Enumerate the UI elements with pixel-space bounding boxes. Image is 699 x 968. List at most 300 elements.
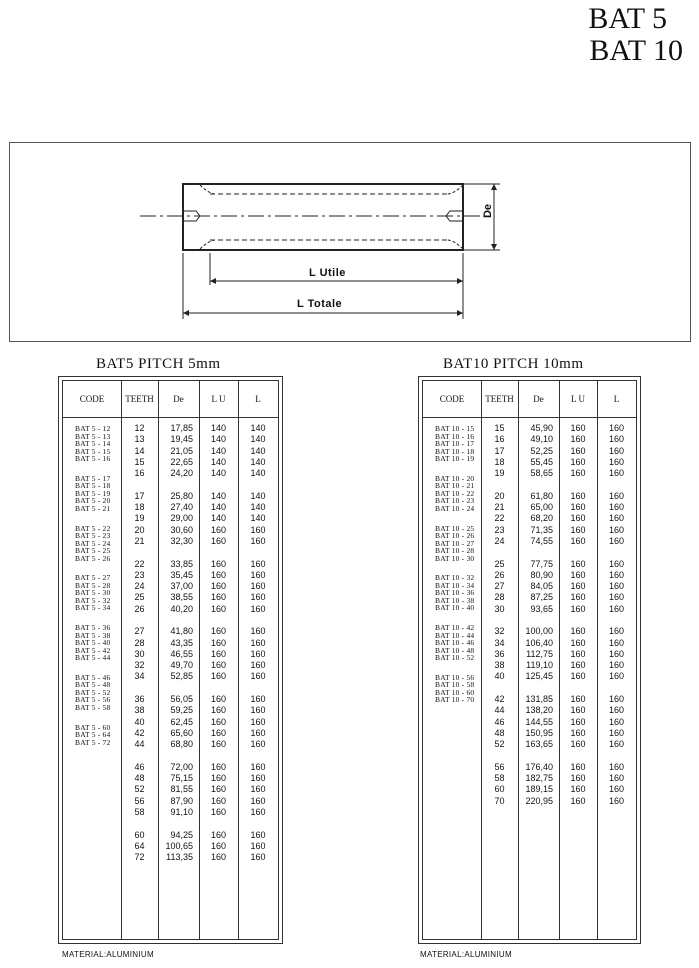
l-cell: 160 [608, 513, 625, 524]
table-bat5 [58, 376, 283, 944]
lu-cell: 160 [570, 694, 586, 704]
l-cell: 160 [608, 648, 625, 659]
code-cell: BAT 5 - 72 [75, 737, 111, 747]
de-cell: 91,10 [170, 806, 193, 817]
code-cell: BAT 10 - 56 [435, 672, 475, 682]
teeth-cell: 25 [134, 592, 145, 603]
column-header: L [613, 394, 620, 404]
de-cell: 27,40 [170, 502, 193, 512]
de-cell: 87,25 [530, 592, 553, 603]
l-cell: 160 [608, 468, 625, 478]
de-cell: 61,80 [530, 490, 553, 501]
column-header: De [533, 394, 544, 404]
column-header: CODE [79, 394, 105, 404]
de-cell: 163,65 [525, 739, 553, 749]
de-cell: 68,80 [170, 739, 193, 749]
l-cell: 160 [608, 705, 625, 716]
de-cell: 150,95 [525, 727, 553, 738]
code-cell: BAT 10 - 44 [435, 630, 475, 640]
lu-cell: 160 [210, 840, 227, 851]
code-cell: BAT 10 - 60 [435, 687, 475, 697]
l-cell: 160 [250, 535, 266, 546]
de-cell: 68,20 [530, 513, 553, 524]
teeth-cell: 28 [494, 592, 505, 603]
lu-cell: 140 [210, 490, 227, 501]
de-cell: 19,45 [170, 434, 193, 445]
code-cell: BAT 5 - 24 [75, 538, 111, 548]
l-cell: 140 [250, 445, 266, 456]
l-cell: 160 [250, 727, 266, 738]
teeth-cell: 44 [134, 739, 145, 749]
teeth-cell: 58 [134, 806, 145, 817]
lu-cell: 160 [210, 603, 227, 614]
code-cell: BAT 10 - 27 [435, 538, 475, 548]
lu-cell: 160 [210, 660, 227, 670]
code-cell: BAT 5 - 14 [75, 439, 111, 449]
label-de: De [482, 203, 495, 219]
l-cell: 160 [250, 705, 266, 716]
de-cell: 46,55 [170, 648, 193, 659]
teeth-cell: 13 [134, 434, 145, 445]
de-cell: 125,45 [525, 671, 553, 682]
teeth-cell: 38 [134, 705, 145, 716]
l-cell: 140 [250, 513, 266, 524]
l-cell: 160 [250, 852, 266, 862]
lu-cell: 160 [570, 784, 586, 795]
teeth-cell: 19 [134, 513, 145, 524]
l-cell: 160 [250, 660, 266, 670]
lu-cell: 160 [210, 739, 227, 749]
de-cell: 35,45 [170, 569, 193, 580]
teeth-cell: 34 [494, 637, 505, 648]
label-l-utile: L Utile [309, 267, 346, 279]
l-cell: 160 [608, 660, 625, 670]
code-cell: BAT 10 - 24 [435, 503, 475, 513]
de-cell: 77,75 [530, 558, 553, 569]
lu-cell: 160 [570, 773, 586, 783]
de-cell: 65,00 [530, 502, 553, 512]
l-cell: 160 [608, 739, 625, 749]
lu-cell: 160 [210, 795, 227, 806]
lu-cell: 160 [570, 490, 586, 501]
technical-drawing [9, 142, 691, 342]
de-cell: 58,65 [530, 468, 553, 478]
teeth-cell: 15 [494, 423, 505, 433]
l-cell: 160 [250, 829, 266, 840]
code-cell: BAT 5 - 34 [75, 603, 111, 613]
column-header: L [255, 394, 261, 404]
code-cell: BAT 10 - 23 [435, 496, 475, 506]
de-cell: 25,80 [170, 490, 193, 501]
lu-cell: 160 [210, 852, 227, 862]
code-cell: BAT 10 - 28 [435, 546, 475, 556]
code-cell: BAT 5 - 26 [75, 553, 111, 563]
lu-cell: 160 [570, 637, 586, 648]
de-cell: 113,35 [166, 852, 193, 862]
code-cell: BAT 10 - 22 [435, 488, 475, 498]
title-bat5: BAT 5 [588, 2, 667, 35]
l-cell: 160 [250, 648, 266, 659]
code-cell: BAT 5 - 36 [75, 623, 111, 632]
lu-cell: 160 [570, 761, 586, 772]
lu-cell: 160 [210, 524, 227, 535]
de-cell: 176,40 [525, 761, 553, 772]
code-cell: BAT 5 - 42 [75, 645, 111, 655]
column-header: De [173, 394, 184, 404]
l-cell: 140 [250, 502, 266, 512]
teeth-cell: 52 [494, 739, 505, 749]
l-cell: 160 [608, 434, 625, 445]
lu-cell: 160 [570, 569, 586, 580]
lu-cell: 160 [570, 535, 586, 546]
code-cell: BAT 10 - 48 [435, 645, 475, 655]
de-cell: 33,85 [170, 558, 193, 569]
l-cell: 140 [250, 423, 266, 433]
code-cell: BAT 10 - 34 [435, 580, 475, 590]
l-cell: 160 [608, 569, 625, 580]
lu-cell: 160 [570, 626, 586, 637]
code-cell: BAT 10 - 25 [435, 523, 475, 533]
code-cell: BAT 10 - 38 [435, 595, 475, 605]
code-cell: BAT 10 - 20 [435, 473, 475, 483]
lu-cell: 160 [210, 648, 227, 659]
lu-cell: 160 [570, 558, 586, 569]
code-cell: BAT 10 - 52 [435, 653, 475, 663]
l-cell: 140 [250, 490, 266, 501]
code-cell: BAT 5 - 20 [75, 496, 111, 506]
code-cell: BAT 5 - 28 [75, 580, 111, 590]
de-cell: 24,20 [170, 468, 193, 478]
de-cell: 84,05 [530, 581, 553, 591]
code-cell: BAT 5 - 46 [75, 672, 111, 682]
table-inner [422, 380, 637, 940]
teeth-cell: 32 [134, 660, 145, 670]
l-cell: 160 [608, 637, 625, 648]
lu-cell: 160 [210, 694, 227, 704]
code-cell: BAT 5 - 18 [75, 481, 111, 491]
lu-cell: 160 [570, 445, 586, 456]
teeth-cell: 14 [134, 445, 145, 456]
l-cell: 160 [250, 637, 266, 648]
title-bat10: BAT 10 [589, 34, 683, 67]
lu-cell: 160 [570, 603, 586, 614]
code-cell: BAT 5 - 27 [75, 573, 111, 583]
code-cell: BAT 5 - 22 [75, 523, 111, 533]
de-cell: 100,65 [165, 840, 193, 851]
l-cell: 160 [608, 445, 625, 456]
lu-cell: 160 [570, 648, 586, 659]
teeth-cell: 38 [494, 660, 505, 670]
column-header: CODE [439, 394, 465, 404]
de-cell: 30,60 [170, 524, 193, 535]
lu-cell: 160 [570, 716, 586, 727]
column-header: L U [571, 394, 585, 404]
lu-cell: 140 [210, 456, 227, 467]
lu-cell: 160 [210, 637, 227, 648]
teeth-cell: 17 [494, 445, 505, 456]
de-cell: 17,85 [170, 423, 193, 433]
teeth-cell: 17 [134, 490, 145, 501]
l-cell: 160 [250, 739, 266, 749]
teeth-cell: 42 [134, 727, 145, 738]
l-cell: 160 [250, 716, 266, 727]
l-cell: 160 [608, 773, 625, 783]
lu-cell: 160 [570, 513, 586, 524]
de-cell: 43,35 [170, 637, 193, 648]
lu-cell: 140 [210, 423, 227, 433]
l-cell: 160 [250, 784, 266, 795]
code-cell: BAT 5 - 16 [75, 454, 111, 464]
lu-cell: 160 [210, 806, 227, 817]
teeth-cell: 21 [134, 535, 145, 546]
teeth-cell: 36 [494, 648, 505, 659]
de-cell: 65,60 [170, 727, 193, 738]
de-cell: 75,15 [170, 773, 193, 783]
teeth-cell: 25 [494, 558, 505, 569]
lu-cell: 160 [210, 558, 227, 569]
lu-cell: 160 [210, 626, 227, 637]
de-cell: 71,35 [530, 524, 553, 535]
de-cell: 59,25 [170, 705, 193, 716]
bar-drawing-svg [10, 143, 690, 341]
teeth-cell: 44 [494, 705, 505, 716]
teeth-cell: 46 [134, 761, 145, 772]
de-cell: 32,30 [170, 535, 193, 546]
de-cell: 22,65 [170, 456, 193, 467]
code-cell: BAT 5 - 17 [75, 473, 111, 483]
lu-cell: 160 [210, 705, 227, 716]
teeth-cell: 52 [134, 784, 145, 795]
lu-cell: 160 [210, 535, 227, 546]
l-cell: 160 [608, 694, 625, 704]
teeth-cell: 46 [494, 716, 505, 727]
code-cell: BAT 5 - 52 [75, 687, 111, 697]
code-cell: BAT 5 - 13 [75, 431, 111, 441]
teeth-cell: 16 [494, 434, 505, 445]
l-cell: 160 [608, 784, 625, 795]
lu-cell: 160 [570, 468, 586, 478]
code-cell: BAT 5 - 30 [75, 588, 111, 598]
table-inner [62, 380, 279, 940]
l-cell: 160 [250, 761, 266, 772]
l-cell: 160 [250, 581, 266, 591]
teeth-cell: 60 [134, 829, 145, 840]
code-cell: BAT 5 - 23 [75, 531, 111, 541]
de-cell: 131,85 [525, 694, 553, 704]
teeth-cell: 19 [494, 468, 505, 478]
teeth-cell: 20 [494, 490, 505, 501]
de-cell: 45,90 [530, 423, 553, 433]
code-cell: BAT 5 - 21 [75, 503, 111, 513]
teeth-cell: 26 [134, 603, 145, 614]
de-cell: 106,40 [525, 637, 553, 648]
l-cell: 160 [250, 694, 266, 704]
lu-cell: 160 [210, 773, 227, 783]
l-cell: 140 [250, 434, 266, 445]
material-note-bat10: MATERIAL:ALUMINIUM [420, 950, 512, 959]
l-cell: 160 [608, 581, 625, 591]
code-cell: BAT 10 - 46 [435, 638, 475, 648]
l-cell: 160 [608, 795, 625, 806]
teeth-cell: 23 [494, 524, 505, 535]
code-cell: BAT 5 - 44 [75, 653, 111, 663]
teeth-cell: 20 [134, 524, 145, 535]
l-cell: 140 [250, 468, 266, 478]
de-cell: 21,05 [170, 445, 193, 456]
de-cell: 29,00 [170, 513, 193, 524]
code-cell: BAT 5 - 19 [75, 488, 111, 498]
teeth-cell: 56 [494, 761, 505, 772]
l-cell: 160 [250, 603, 266, 614]
lu-cell: 140 [210, 502, 227, 512]
de-cell: 87,90 [170, 795, 193, 806]
code-cell: BAT 10 - 58 [435, 680, 475, 690]
l-cell: 160 [608, 456, 625, 467]
lu-cell: 160 [210, 671, 227, 682]
l-cell: 160 [250, 840, 266, 851]
l-cell: 160 [250, 569, 266, 580]
l-cell: 160 [608, 502, 625, 512]
l-cell: 140 [250, 456, 266, 467]
code-cell: BAT 10 - 26 [435, 531, 475, 541]
lu-cell: 160 [210, 829, 227, 840]
l-cell: 160 [250, 773, 266, 783]
teeth-cell: 18 [134, 502, 145, 512]
l-cell: 160 [250, 806, 266, 817]
teeth-cell: 72 [134, 852, 145, 862]
de-cell: 41,80 [170, 626, 193, 637]
l-cell: 160 [608, 716, 625, 727]
code-cell: BAT 5 - 48 [75, 680, 111, 690]
teeth-cell: 16 [134, 468, 145, 478]
code-cell: BAT 5 - 56 [75, 695, 111, 705]
lu-cell: 140 [210, 468, 227, 478]
l-cell: 160 [608, 727, 625, 738]
de-cell: 55,45 [530, 456, 553, 467]
teeth-cell: 27 [494, 581, 505, 591]
de-cell: 220,95 [525, 795, 553, 806]
lu-cell: 160 [210, 581, 227, 591]
lu-cell: 160 [210, 592, 227, 603]
de-cell: 94,25 [170, 829, 193, 840]
l-cell: 160 [250, 524, 266, 535]
table-header [63, 381, 278, 418]
code-cell: BAT 5 - 58 [75, 702, 111, 712]
table-title-bat10: BAT10 PITCH 10mm [443, 356, 584, 372]
l-cell: 160 [250, 626, 266, 637]
de-cell: 62,45 [170, 716, 193, 727]
lu-cell: 160 [570, 502, 586, 512]
lu-cell: 140 [210, 445, 227, 456]
de-cell: 80,90 [530, 569, 553, 580]
code-cell: BAT 10 - 42 [435, 623, 475, 632]
de-cell: 38,55 [170, 592, 193, 603]
teeth-cell: 48 [134, 773, 145, 783]
lu-cell: 160 [570, 660, 586, 670]
lu-cell: 160 [210, 569, 227, 580]
lu-cell: 160 [570, 727, 586, 738]
lu-cell: 160 [570, 524, 586, 535]
de-cell: 144,55 [525, 716, 553, 727]
lu-cell: 140 [210, 434, 227, 445]
de-cell: 52,25 [530, 445, 553, 456]
teeth-cell: 48 [494, 727, 505, 738]
teeth-cell: 27 [134, 626, 145, 637]
teeth-cell: 22 [494, 513, 505, 524]
de-cell: 112,75 [526, 648, 553, 659]
lu-cell: 160 [570, 739, 586, 749]
code-cell: BAT 5 - 64 [75, 730, 111, 740]
code-cell: BAT 10 - 19 [435, 454, 475, 464]
teeth-cell: 23 [134, 569, 145, 580]
teeth-cell: 58 [494, 773, 505, 783]
lu-cell: 160 [570, 581, 586, 591]
code-cell: BAT 5 - 12 [75, 424, 111, 433]
de-cell: 40,20 [170, 603, 193, 614]
lu-cell: 160 [570, 456, 586, 467]
column-header: TEETH [125, 394, 154, 404]
teeth-cell: 21 [494, 502, 505, 512]
de-cell: 56,05 [170, 694, 193, 704]
code-cell: BAT 10 - 32 [435, 573, 475, 583]
l-cell: 160 [250, 558, 266, 569]
lu-cell: 160 [570, 592, 586, 603]
teeth-cell: 34 [134, 671, 145, 682]
lu-cell: 160 [210, 716, 227, 727]
de-cell: 81,55 [170, 784, 193, 795]
teeth-cell: 64 [134, 840, 145, 851]
l-cell: 160 [608, 626, 625, 637]
lu-cell: 140 [210, 513, 227, 524]
code-cell: BAT 10 - 21 [435, 481, 475, 491]
table-header [423, 381, 636, 418]
teeth-cell: 28 [134, 637, 145, 648]
teeth-cell: 36 [134, 694, 145, 704]
teeth-cell: 24 [134, 581, 145, 591]
code-cell: BAT 5 - 38 [75, 630, 111, 640]
code-cell: BAT 10 - 36 [435, 588, 475, 598]
l-cell: 160 [250, 671, 266, 682]
teeth-cell: 30 [134, 648, 145, 659]
code-cell: BAT 10 - 15 [435, 424, 475, 433]
lu-cell: 160 [210, 727, 227, 738]
code-cell: BAT 10 - 18 [435, 446, 475, 456]
material-note-bat5: MATERIAL:ALUMINIUM [62, 950, 154, 959]
teeth-cell: 22 [134, 558, 145, 569]
de-cell: 52,85 [170, 671, 193, 682]
l-cell: 160 [250, 795, 266, 806]
de-cell: 182,75 [525, 773, 553, 783]
table-bat10 [418, 376, 641, 944]
teeth-cell: 40 [494, 671, 505, 682]
code-cell: BAT 5 - 32 [75, 595, 111, 605]
l-cell: 160 [608, 761, 625, 772]
teeth-cell: 30 [494, 603, 505, 614]
code-cell: BAT 5 - 15 [75, 446, 111, 456]
de-cell: 49,10 [530, 434, 553, 445]
code-cell: BAT 5 - 40 [75, 638, 111, 648]
lu-cell: 160 [570, 423, 586, 433]
lu-cell: 160 [570, 434, 586, 445]
teeth-cell: 60 [494, 784, 505, 795]
teeth-cell: 24 [494, 535, 505, 546]
de-cell: 37,00 [170, 581, 193, 591]
code-cell: BAT 10 - 17 [435, 439, 475, 449]
l-cell: 160 [608, 671, 625, 682]
teeth-cell: 70 [494, 795, 505, 806]
table-title-bat5: BAT5 PITCH 5mm [96, 356, 221, 372]
teeth-cell: 42 [494, 694, 505, 704]
